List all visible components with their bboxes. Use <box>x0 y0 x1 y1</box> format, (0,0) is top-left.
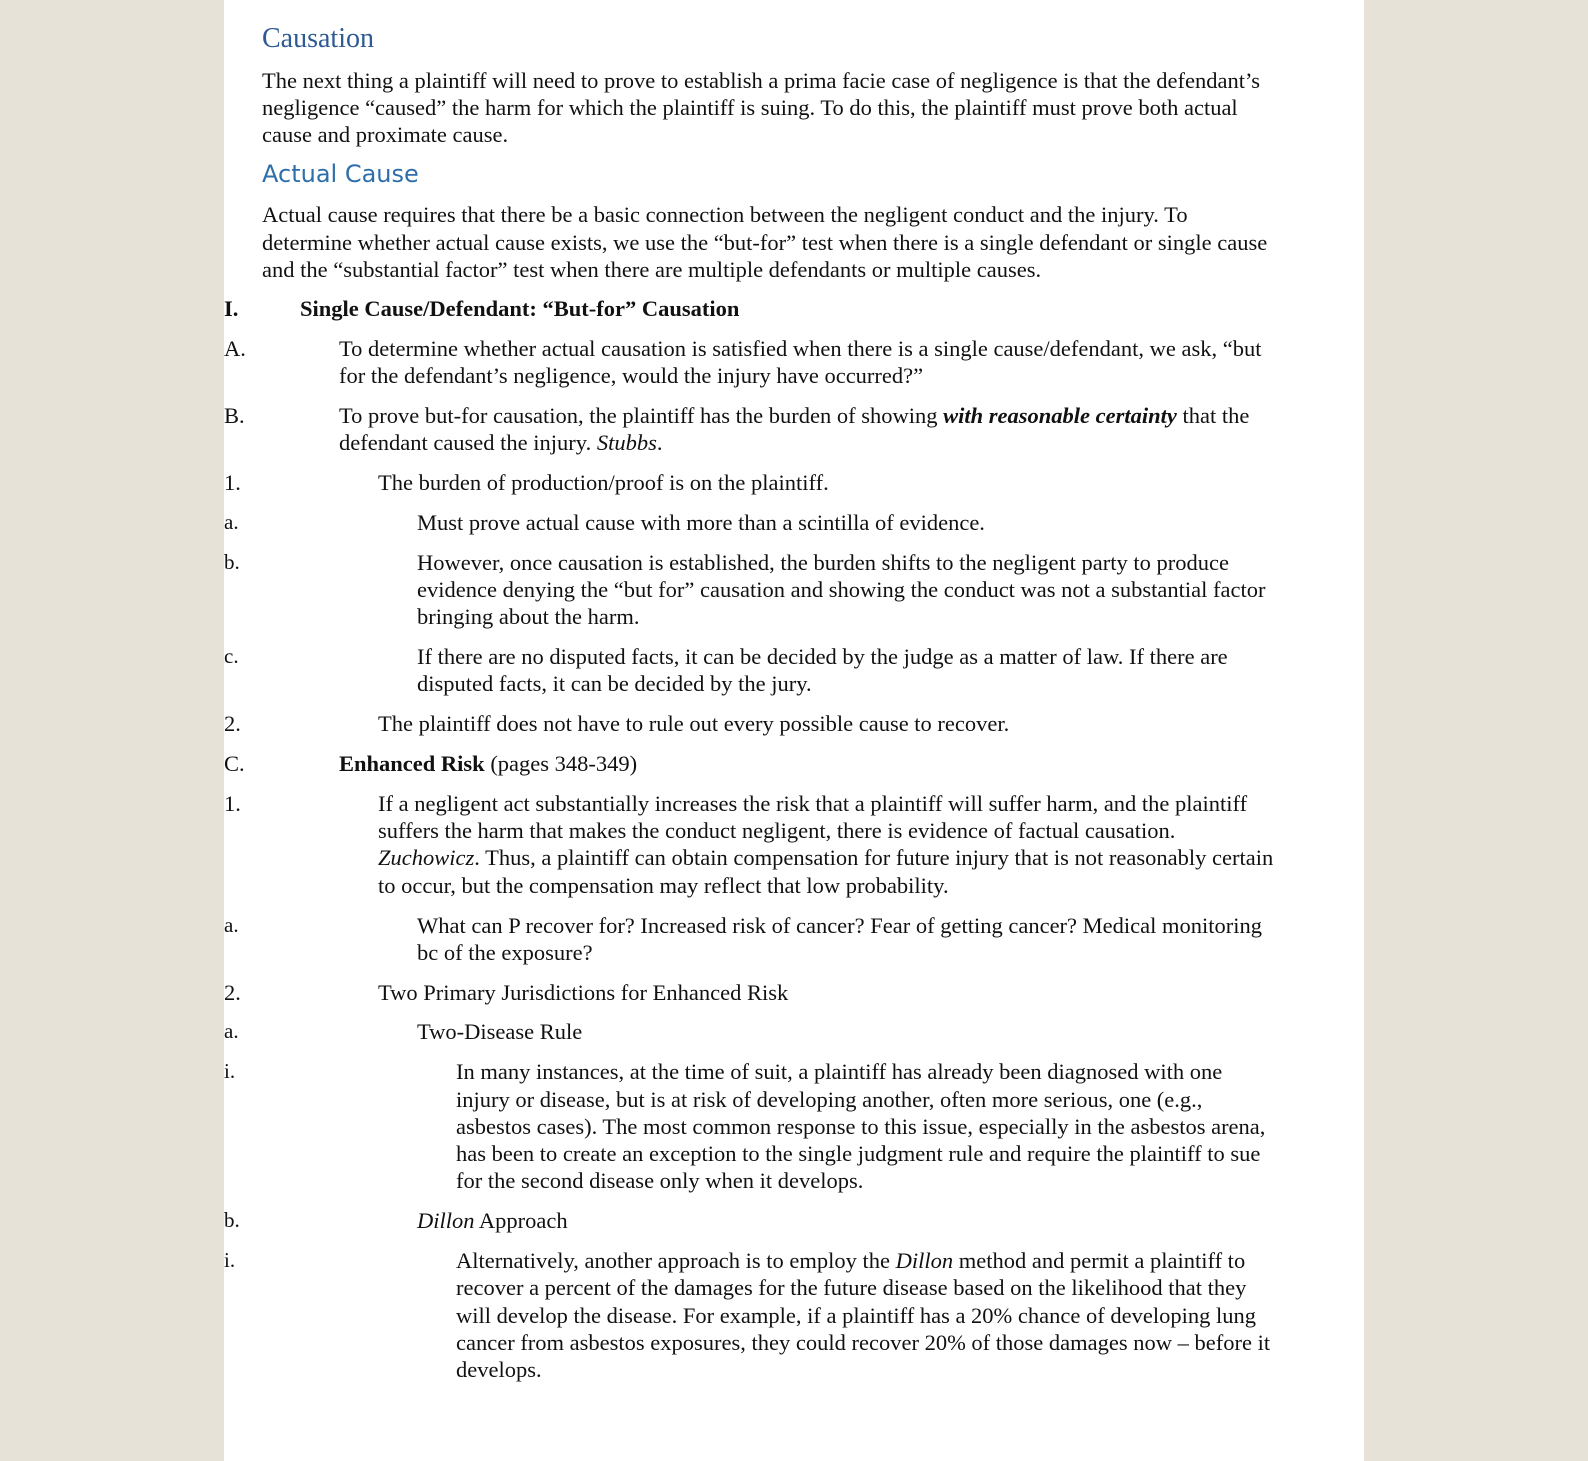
outline-text: Must prove actual cause with more than a scintilla of evidence. <box>417 509 985 535</box>
outline-heading: Single Cause/Defendant: “But-for” Causation <box>300 296 740 322</box>
outline-marker: 2. <box>224 979 241 1005</box>
outline-text: If a negligent act substantially increases the risk that a plaintiff will suffer harm, and the plaintiff suffers the harm that makes the conduct negligent, there is evidence of factual causation. <box>378 790 1248 844</box>
outline-marker: C. <box>224 751 245 777</box>
outline-item-B <box>224 402 1274 457</box>
outline-item-B1a <box>224 509 1274 536</box>
case-name: Zuchowicz <box>378 845 475 871</box>
outline-text: However, once causation is established, the burden shifts to the negligent party to produce evidence denying the “but for” causation and showing the conduct was not a substantial factor bringing about the harm. <box>417 549 1266 630</box>
outline-marker: i. <box>224 1059 236 1084</box>
outline-item-A <box>224 335 1274 390</box>
outline-marker: B. <box>224 403 245 429</box>
outline-marker: I. <box>224 296 239 322</box>
outline-text: In many instances, at the time of suit, a plaintiff has already been diagnosed with one injury or disease, but is at risk of developing another, often more serious, one (e.g., asbestos cases). The most common response to this issue, especially in the asbestos arena, has been to create an exception to the single judgment rule and require the plaintiff to sue for the second disease only when it develops. <box>456 1059 1266 1194</box>
outline-item-B2 <box>224 710 1274 737</box>
outline-text: Alternatively, another approach is to employ the <box>456 1247 896 1273</box>
case-name: Dillon <box>895 1247 954 1273</box>
outline-marker: i. <box>224 1247 236 1272</box>
outline-item-C2b <box>224 1207 1274 1234</box>
outline-marker: 1. <box>224 790 241 816</box>
outline-text: To determine whether actual causation is satisfied when there is a single cause/defendant, we ask, “but for the defendant’s negligence, would the injury have occurred?” <box>339 335 1262 389</box>
outline-marker: A. <box>224 335 246 361</box>
outline-marker: a. <box>224 509 239 534</box>
heading-actual-cause: Actual Cause <box>262 160 419 189</box>
outline-item-B1c <box>224 643 1274 698</box>
outline-item-C2bi <box>224 1247 1274 1383</box>
outline-item-B1 <box>224 469 1274 496</box>
emphasis-text: with reasonable certainty <box>943 403 1177 429</box>
outline-text: If there are no disputed facts, it can be decided by the judge as a matter of law. If there are disputed facts, it can be decided by the jury. <box>417 644 1228 697</box>
outline-text: method and permit a plaintiff to recover a percent of the damages for the future disease based on the likelihood that they will develop the disease. For example, if a plaintiff has a 20% chance of developing lung cancer from asbestos exposures, they could recover 20% of those damages now – before it develops. <box>456 1247 1271 1383</box>
outline-text: that the defendant caused the injury. <box>339 403 1250 456</box>
outline-marker: b. <box>224 1208 240 1233</box>
outline-text: . <box>656 430 663 456</box>
outline-item-C1a <box>224 912 1274 967</box>
intro-paragraph: The next thing a plaintiff will need to prove to establish a prima facie case of negligence is that the defendant’s negligence “caused” the harm for which the plaintiff is suing. To do this, the plaintiff must prove both actual cause and proximate cause. <box>262 67 1260 148</box>
case-name: Dillon <box>417 1208 475 1234</box>
outline-item-C2ai <box>224 1058 1274 1194</box>
case-name: Stubbs <box>596 430 657 456</box>
document-page <box>224 0 1364 1461</box>
outline-item-C2 <box>224 979 1274 1006</box>
outline-text: What can P recover for? Increased risk of cancer? Fear of getting cancer? Medical monitoring bc of the exposure? <box>417 912 1263 965</box>
outline-text: Two Primary Jurisdictions for Enhanced Risk <box>378 979 789 1005</box>
outline-text: The plaintiff does not have to rule out every possible cause to recover. <box>378 711 1010 737</box>
outline-marker: b. <box>224 549 240 574</box>
outline-marker: c. <box>224 644 239 669</box>
outline-item-C1 <box>224 790 1274 899</box>
outline-item-C <box>224 750 1274 777</box>
outline-text: . Thus, a plaintiff can obtain compensation for future injury that is not reasonably certain to occur, but the compensation may reflect that low probability. <box>378 845 1274 898</box>
actual-cause-paragraph: Actual cause requires that there be a basic connection between the negligent conduct and the injury. To determine whether actual cause exists, we use the “but-for” test when there is a single defendant or single cause and the “substantial factor” test when there are multiple defendants or multiple causes. <box>262 202 1268 282</box>
page-reference: (pages 348-349) <box>484 751 638 777</box>
outline-text: The burden of production/proof is on the plaintiff. <box>378 470 829 496</box>
outline-heading: Enhanced Risk <box>339 751 485 777</box>
outline-text: Two-Disease Rule <box>417 1019 583 1045</box>
outline-text: To prove but-for causation, the plaintiff has the burden of showing <box>339 403 944 429</box>
outline-marker: 2. <box>224 711 241 737</box>
outline-text: Approach <box>474 1208 568 1234</box>
outline-marker: a. <box>224 912 239 937</box>
outline-item-B1b <box>224 549 1274 631</box>
heading-causation: Causation <box>262 23 374 54</box>
outline-item-I <box>224 295 1274 322</box>
outline-marker: 1. <box>224 470 241 496</box>
outline-item-C2a <box>224 1018 1274 1045</box>
outline-marker: a. <box>224 1019 239 1044</box>
